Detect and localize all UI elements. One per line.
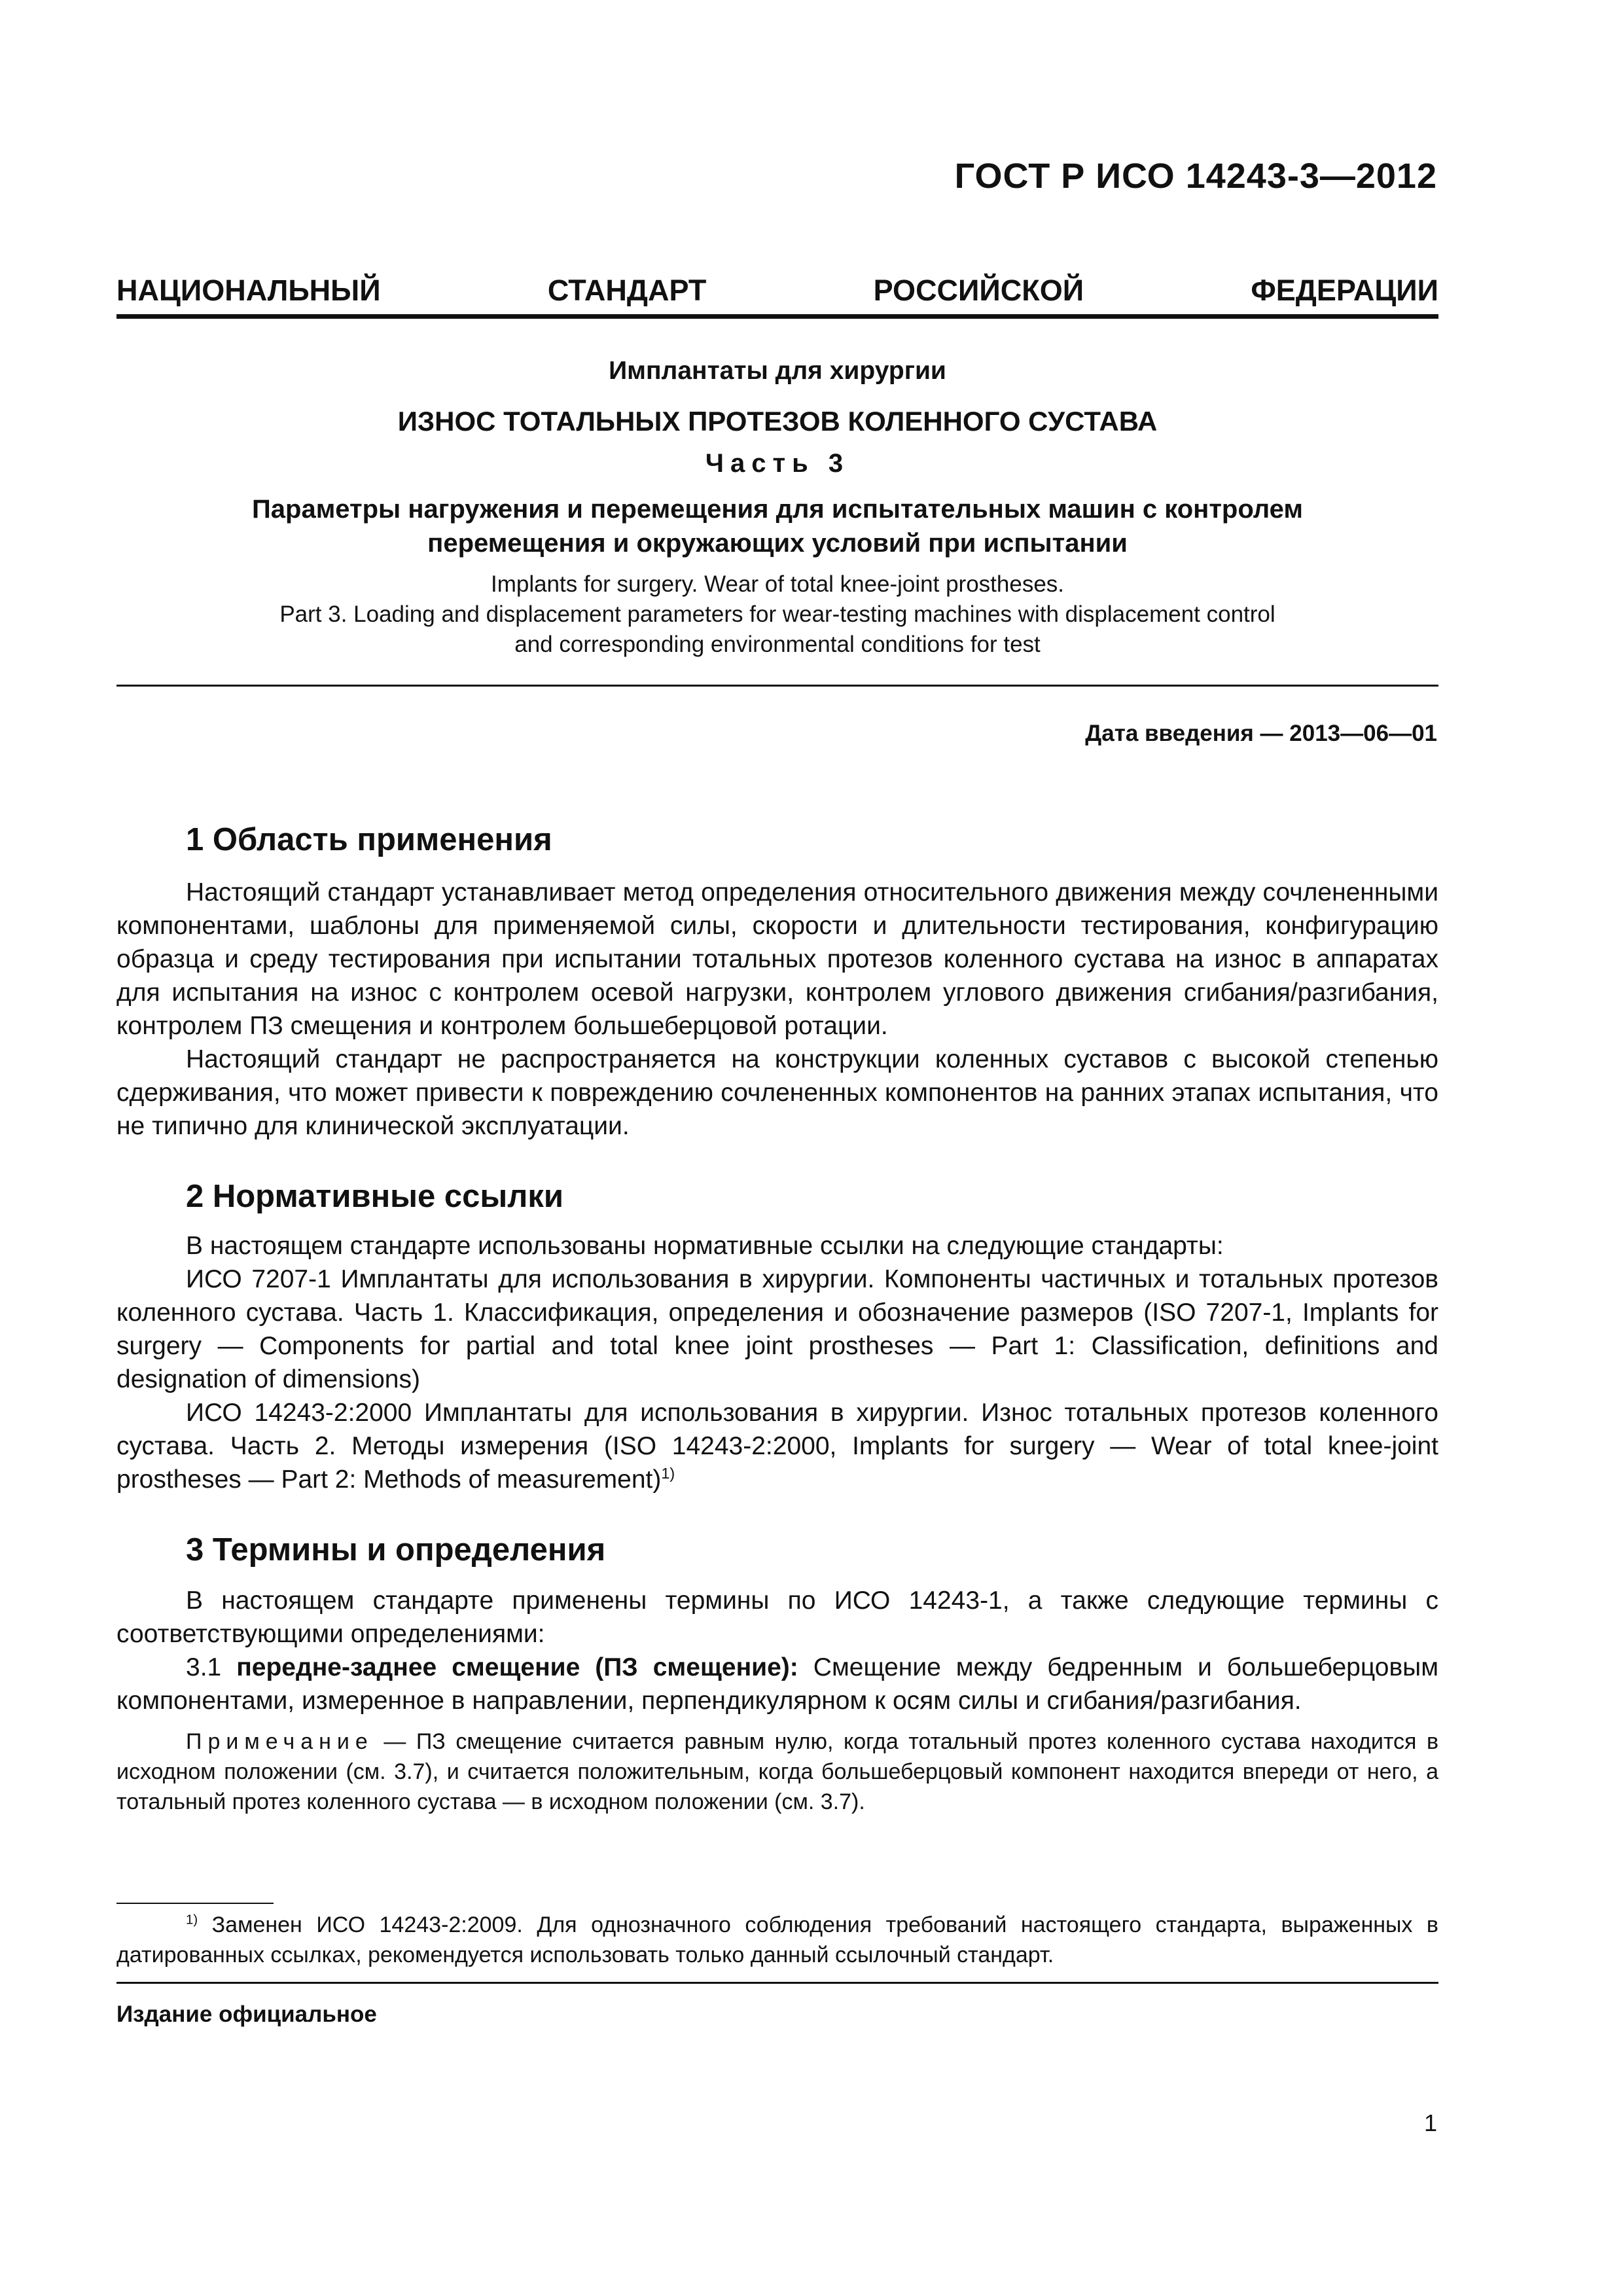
paragraph: Настоящий стандарт устанавливает метод определения относительного движения между сочлененными компонентами, шаблоны для применяемой силы, скорости и длительности тестирования, конфигурацию образца и среду тестирования при испытании тотальных протезов коленного сустава на износ в аппаратах для испытания на износ с контролем осевой нагрузки, контролем углового движения сгибания/разгибания, контролем ПЗ смещения и контролем большеберцовой ротации. [116, 878, 1438, 1040]
introduction-date: Дата введения — 2013—06—01 [1085, 721, 1437, 746]
title-part: Часть 3 [705, 449, 850, 478]
banner-word: РОССИЙСКОЙ [873, 274, 1084, 307]
title-line-2: ИЗНОС ТОТАЛЬНЫХ ПРОТЕЗОВ КОЛЕННОГО СУСТАВА [397, 406, 1158, 437]
section-2-body [116, 1229, 1438, 1496]
note [116, 1727, 1438, 1817]
footer-divider [116, 1982, 1438, 1984]
banner-word: ФЕДЕРАЦИИ [1251, 274, 1438, 307]
gost-code: ГОСТ Р ИСО 14243-3—2012 [954, 156, 1437, 196]
section-1-heading: 1 Область применения [186, 822, 552, 857]
title-line-1: Имплантаты для хирургии [609, 357, 946, 385]
section-3-heading: 3 Термины и определения [186, 1532, 606, 1568]
footnote-ref[interactable]: 1) [661, 1465, 675, 1482]
edition-label: Издание официальное [116, 2001, 377, 2027]
subtitle-line: Параметры нагружения и перемещения для испытательных машин с контролем [252, 495, 1303, 524]
paragraph: Настоящий стандарт не распространяется на конструкции коленных суставов с высокой степенью сдерживания, что может привести к повреждению сочлененных компонентов на ранних этапах испытания, что не типично для клинической эксплуатации. [116, 1045, 1438, 1140]
note-label: Примечание [186, 1729, 374, 1754]
term-text: Смещение между бедренным и большеберцовым компонентами, измеренное в направлении, перпендикулярном к осям силы и сгибания/разгибания. [116, 1653, 1439, 1715]
english-title-line: Implants for surgery. Wear of total knee-joint prostheses. [490, 571, 1065, 597]
title-divider [116, 685, 1438, 687]
paragraph: ИСО 7207-1 Имплантаты для использования в хирургии. Компоненты частичных и тотальных протезов коленного сустава. Часть 1. Классификация, определения и обозначение размеров (ISO 7207-1, Implants for surgery — Components for partial and total knee joint prostheses — Part 1: Classification, definitions and designation of dimensions) [116, 1265, 1438, 1393]
footnote-marker: 1) [186, 1912, 198, 1928]
paragraph: В настоящем стандарте применены термины по ИСО 14243-1, а также следующие термины с соответствующими определениями: [116, 1587, 1438, 1648]
page-number: 1 [1423, 2109, 1437, 2136]
footnote-divider [116, 1903, 274, 1904]
english-title [116, 569, 1438, 660]
section-1-body [116, 876, 1438, 1143]
banner-word: НАЦИОНАЛЬНЫЙ [116, 274, 381, 307]
title-subtitle [116, 492, 1438, 560]
footnote-text: Заменен ИСО 14243-2:2009. Для однозначного соблюдения требований настоящего стандарта, выраженных в датированных ссылках, рекомендуется использовать только данный ссылочный стандарт. [116, 1912, 1438, 1967]
section-2-heading: 2 Нормативные ссылки [186, 1179, 563, 1214]
header-divider [116, 314, 1438, 319]
note-text: — ПЗ смещение считается равным нулю, когда тотальный протез коленного сустава находится в исходном положении (см. 3.7), и считается положительным, когда большеберцовый компонент находится впереди от него, а тотальный протез коленного сустава — в исходном положении (см. 3.7). [116, 1729, 1439, 1814]
national-standard-banner [116, 274, 1438, 308]
reference-text: ИСО 14243-2:2000 Имплантаты для использования в хирургии. Износ тотальных протезов коленного сустава. Часть 2. Методы измерения (ISO 14243-2:2000, Implants for surgery — Wear of total knee-joint prostheses — Part 2: Methods of measurement) [116, 1399, 1438, 1494]
english-title-line: Part 3. Loading and displacement parameters for wear-testing machines with displacement control [279, 601, 1275, 627]
subtitle-line: перемещения и окружающих условий при испытании [427, 529, 1128, 558]
term-name: передне-заднее смещение (ПЗ смещение): [236, 1653, 798, 1681]
footnote [116, 1910, 1438, 1970]
term-definition [116, 1651, 1438, 1717]
banner-word: СТАНДАРТ [547, 274, 707, 307]
term-number: 3.1 [186, 1653, 222, 1681]
paragraph: В настоящем стандарте использованы нормативные ссылки на следующие стандарты: [186, 1232, 1224, 1260]
section-3-body [116, 1584, 1438, 1717]
paragraph [116, 1396, 1438, 1496]
english-title-line: and corresponding environmental conditions for test [514, 632, 1041, 657]
